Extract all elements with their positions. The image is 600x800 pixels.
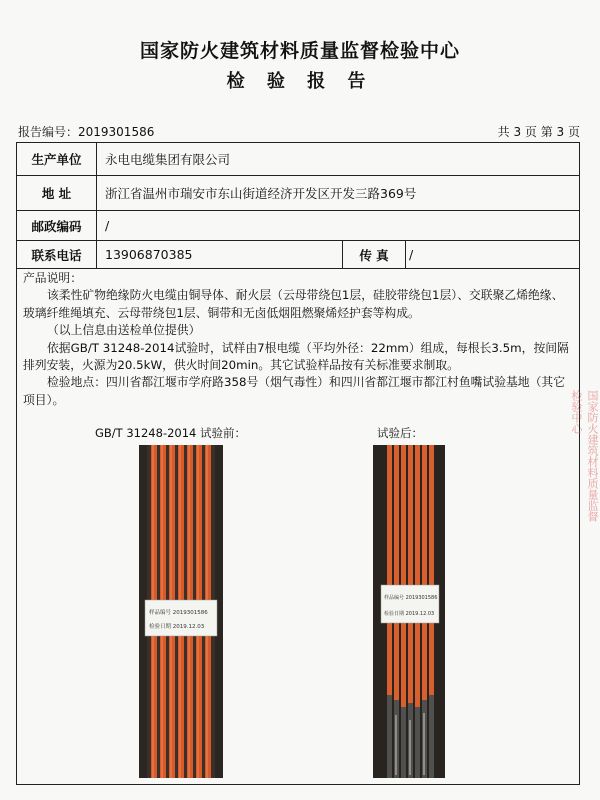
row-postcode — [17, 211, 579, 241]
producer-label: 生产单位 — [17, 143, 97, 175]
report-title: 检 验 报 告 — [226, 71, 374, 92]
description-test-location: 检验地点：四川省都江堰市学府路358号（烟气毒性）和四川省都江堰市都江村鱼嘴试验基地（其它项目）。 — [23, 375, 565, 407]
producer-value: 永电电缆集团有限公司 — [105, 152, 231, 167]
phone-value: 13906870385 — [105, 247, 193, 262]
report-meta — [18, 123, 580, 140]
row-phone — [17, 241, 579, 269]
official-stamp: 国家防火建筑材料质量监督检验中心 — [570, 390, 599, 522]
description-heading: 产品说明： — [23, 271, 82, 285]
description-source-note: （以上信息由送检单位提供） — [47, 323, 201, 338]
address-value: 浙江省温州市瑞安市东山街道经济开发区开发三路369号 — [105, 186, 417, 201]
after-test-photo — [373, 445, 445, 778]
page-indicator: 共 3 页 第 3 页 — [497, 125, 580, 139]
row-producer — [17, 143, 579, 176]
row-address — [17, 176, 579, 211]
phone-label: 联系电话 — [17, 241, 97, 268]
description-test-method: 依据GB/T 31248-2014试验时，试样由7根电缆（平均外径：22mm）组成，每根长3.5m，按间隔排列安装，火源为20.5kW，供火时间20min。其它试验样品按有关标准要求制取。 — [23, 340, 569, 373]
report-table — [16, 142, 580, 785]
before-test-photo — [139, 445, 223, 778]
product-description — [23, 270, 571, 409]
after-tag-line1: 样品编号 2019301586 — [384, 595, 438, 601]
before-tag-line1: 样品编号 2019301586 — [149, 610, 208, 616]
postcode-label: 邮政编码 — [17, 211, 97, 240]
address-label: 地 址 — [17, 176, 97, 210]
before-tag-line2: 检验日期 2019.12.03 — [149, 624, 205, 630]
fax-label: 传 真 — [342, 241, 406, 268]
postcode-value: / — [105, 218, 110, 233]
after-tag-line2: 检验日期 2019.12.03 — [384, 611, 435, 617]
after-test-caption: 试验后： — [377, 426, 423, 440]
fax-value: / — [409, 247, 414, 262]
description-structure: 该柔性矿物绝缘防火电缆由铜导体、耐火层（云母带绕包1层，硅胶带绕包1层）、交联聚乙烯绝缘、玻璃纤维绳填充、云母带绕包1层、铜带和无卤低烟阻燃聚烯烃护套等构成。 — [23, 288, 564, 320]
before-test-caption: GB/T 31248-2014 试验前： — [95, 426, 247, 440]
report-number: 报告编号：2019301586 — [18, 125, 155, 139]
org-title: 国家防火建筑材料质量监督检验中心 — [139, 40, 460, 62]
